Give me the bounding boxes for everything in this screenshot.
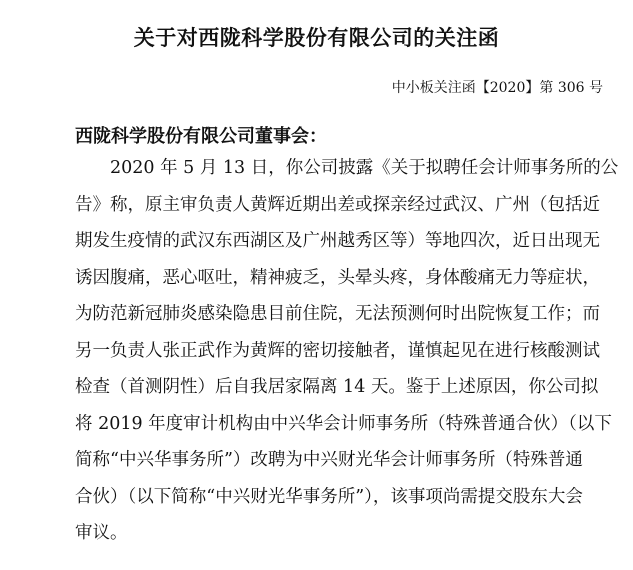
body-line: 期发生疫情的武汉东西湖区及广州越秀区等）等地四次，近日出现无 (75, 231, 600, 251)
body-line: 合伙）（以下简称“中兴财光华事务所”），该事项尚需提交股东大会 (75, 486, 583, 507)
body-line: 简称“中兴华事务所”）改聘为中兴财光华会计师事务所（特殊普通 (75, 450, 583, 470)
salutation: 西陇科学股份有限公司董事会： (75, 126, 327, 147)
body-line: 为防范新冠肺炎感染隐患目前住院，无法预测何时出院恢复工作；而 (75, 304, 600, 324)
body-line: 将 2019 年度审计机构由中兴华会计师事务所（特殊普通合伙）（以下 (75, 413, 612, 434)
body-line: 告》称，原主审负责人黄辉近期出差或探亲经过武汉、广州（包括近 (75, 194, 600, 215)
document-number: 中小板关注函【2020】第 306 号 (391, 80, 603, 96)
document-title: 关于对西陇科学股份有限公司的关注函 (133, 26, 500, 50)
body-line: 检查（首测阴性）后自我居家隔离 14 天。鉴于上述原因，你公司拟 (75, 377, 599, 397)
body-line: 另一负责人张正武作为黄辉的密切接触者，谨慎起见在进行核酸测试 (75, 340, 600, 361)
body-line: 诱因腹痛，恶心呕吐，精神疲乏，头晕头疼，身体酸痛无力等症状， (75, 267, 600, 288)
body-line: 2020 年 5 月 13 日，你公司披露《关于拟聘任会计师事务所的公 (75, 158, 619, 178)
body-line: 审议。 (75, 523, 128, 543)
body-paragraph (75, 150, 619, 552)
